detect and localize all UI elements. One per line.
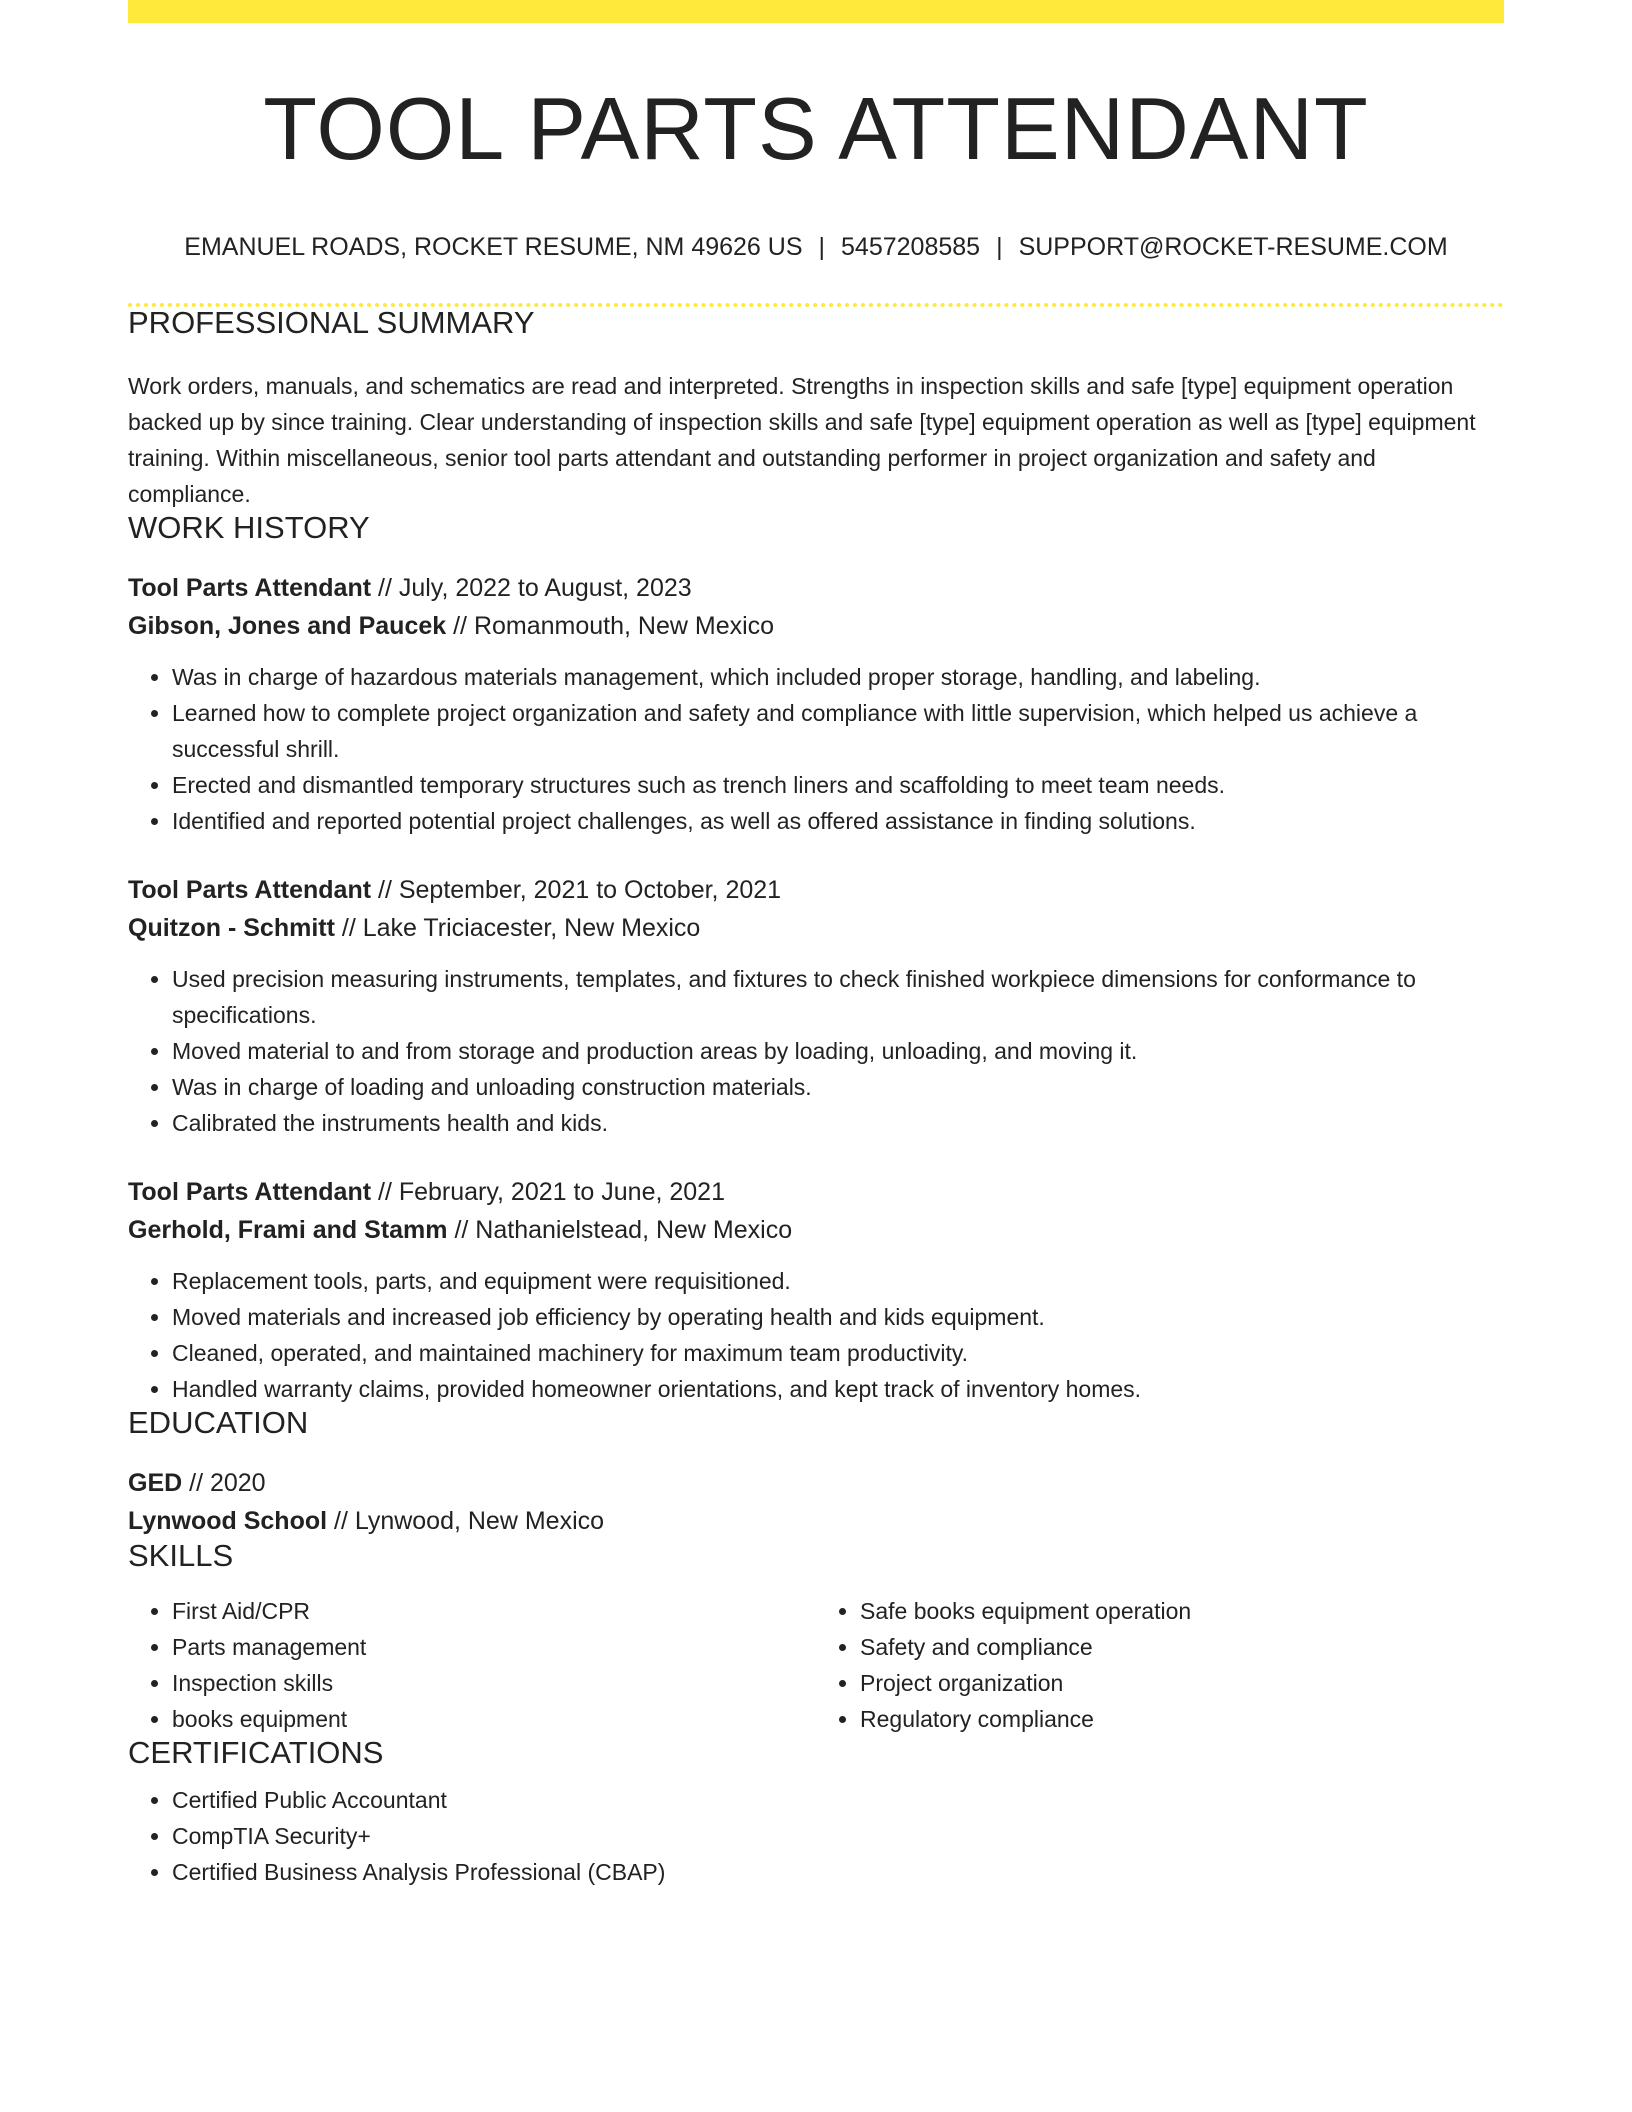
education-location: // Lynwood, New Mexico	[327, 1507, 605, 1535]
job-title-line	[128, 569, 1504, 607]
education-year: // 2020	[182, 1469, 266, 1497]
list-item: • Certified Business Analysis Professional (CBAP)	[172, 1854, 1504, 1890]
job-title: Tool Parts Attendant	[128, 876, 372, 904]
list-item: • Parts management	[172, 1629, 816, 1665]
education-entry	[128, 1464, 1504, 1540]
work-history-heading: WORK HISTORY	[128, 510, 370, 545]
contact-address: EMANUEL ROADS, ROCKET RESUME, NM 49626 US	[184, 233, 803, 261]
list-item: • First Aid/CPR	[172, 1593, 816, 1629]
skills-columns	[128, 1593, 1504, 1737]
job-bullets	[128, 659, 1504, 839]
job-dates: // July, 2022 to August, 2023	[371, 574, 692, 602]
job-company: Quitzon - Schmitt	[128, 914, 335, 942]
job-entry	[128, 1173, 1504, 1407]
list-item: • Safe books equipment operation	[860, 1593, 1504, 1629]
list-item: • Project organization	[860, 1665, 1504, 1701]
list-item: • books equipment	[172, 1701, 816, 1737]
list-item: • Handled warranty claims, provided homeowner orientations, and kept track of inventory homes.	[172, 1371, 1504, 1407]
job-company-line	[128, 909, 1504, 947]
list-item: • Moved material to and from storage and production areas by loading, unloading, and moving it.	[172, 1033, 1504, 1069]
education-school: Lynwood School	[128, 1507, 328, 1535]
job-entry	[128, 871, 1504, 1141]
job-title: Tool Parts Attendant	[128, 574, 372, 602]
summary-text: Work orders, manuals, and schematics are read and interpreted. Strengths in inspection skills and safe [type] equipment operation backed up by since training. Clear understanding of inspection skills and safe [type] equipment operation as well as [type] equipment training. Within miscellaneous, senior tool parts attendant and outstanding performer in project organization and safety and compliance.	[128, 373, 1476, 507]
job-location: // Lake Triciacester, New Mexico	[334, 914, 701, 942]
top-accent-bar	[128, 0, 1504, 23]
list-item: • Safety and compliance	[860, 1629, 1504, 1665]
list-item: • Inspection skills	[172, 1665, 816, 1701]
list-item: • Regulatory compliance	[860, 1701, 1504, 1737]
summary-heading: PROFESSIONAL SUMMARY	[128, 305, 535, 340]
list-item: • Used precision measuring instruments, templates, and fixtures to check finished workpiece dimensions for conformance to specifications.	[172, 961, 1504, 1033]
contact-separator: |	[818, 233, 826, 261]
contact-line	[128, 235, 1504, 260]
certifications-list	[128, 1782, 1504, 1890]
contact-email: SUPPORT@ROCKET-RESUME.COM	[1018, 233, 1448, 261]
list-item: • Calibrated the instruments health and kids.	[172, 1105, 1504, 1141]
list-item: • Certified Public Accountant	[172, 1782, 1504, 1818]
job-location: // Nathanielstead, New Mexico	[447, 1216, 793, 1244]
job-company: Gibson, Jones and Paucek	[128, 612, 447, 640]
job-title-line	[128, 871, 1504, 909]
list-item: • Identified and reported potential project challenges, as well as offered assistance in finding solutions.	[172, 803, 1504, 839]
job-company: Gerhold, Frami and Stamm	[128, 1216, 448, 1244]
job-title: Tool Parts Attendant	[128, 1178, 372, 1206]
list-item: • CompTIA Security+	[172, 1818, 1504, 1854]
education-degree-line	[128, 1464, 1504, 1502]
job-dates: // September, 2021 to October, 2021	[371, 876, 782, 904]
contact-separator: |	[996, 233, 1003, 261]
education-school-line	[128, 1502, 1504, 1540]
list-item: • Erected and dismantled temporary structures such as trench liners and scaffolding to meet team needs.	[172, 767, 1504, 803]
list-item: • Cleaned, operated, and maintained machinery for maximum team productivity.	[172, 1335, 1504, 1371]
job-title-line	[128, 1173, 1504, 1211]
education-heading: EDUCATION	[128, 1405, 309, 1440]
contact-phone: 5457208585	[841, 233, 981, 261]
skills-heading: SKILLS	[128, 1538, 234, 1573]
job-entry	[128, 569, 1504, 839]
list-item: • Learned how to complete project organization and safety and compliance with little supervision, which helped us achieve a successful shrill.	[172, 695, 1504, 767]
job-company-line	[128, 607, 1504, 645]
certifications-heading: CERTIFICATIONS	[128, 1735, 384, 1770]
job-location: // Romanmouth, New Mexico	[446, 612, 775, 640]
list-item: • Was in charge of hazardous materials management, which included proper storage, handling, and labeling.	[172, 659, 1504, 695]
list-item: • Replacement tools, parts, and equipment were requisitioned.	[172, 1263, 1504, 1299]
list-item: • Moved materials and increased job efficiency by operating health and kids equipment.	[172, 1299, 1504, 1335]
job-company-line	[128, 1211, 1504, 1249]
skills-list-right	[816, 1593, 1504, 1737]
job-dates: // February, 2021 to June, 2021	[371, 1178, 725, 1206]
education-degree: GED	[128, 1469, 183, 1497]
resume-page	[128, 0, 1504, 1890]
skills-list-left	[128, 1593, 816, 1737]
resume-title: TOOL PARTS ATTENDANT	[263, 79, 1369, 178]
list-item: • Was in charge of loading and unloading construction materials.	[172, 1069, 1504, 1105]
job-bullets	[128, 961, 1504, 1141]
job-bullets	[128, 1263, 1504, 1407]
